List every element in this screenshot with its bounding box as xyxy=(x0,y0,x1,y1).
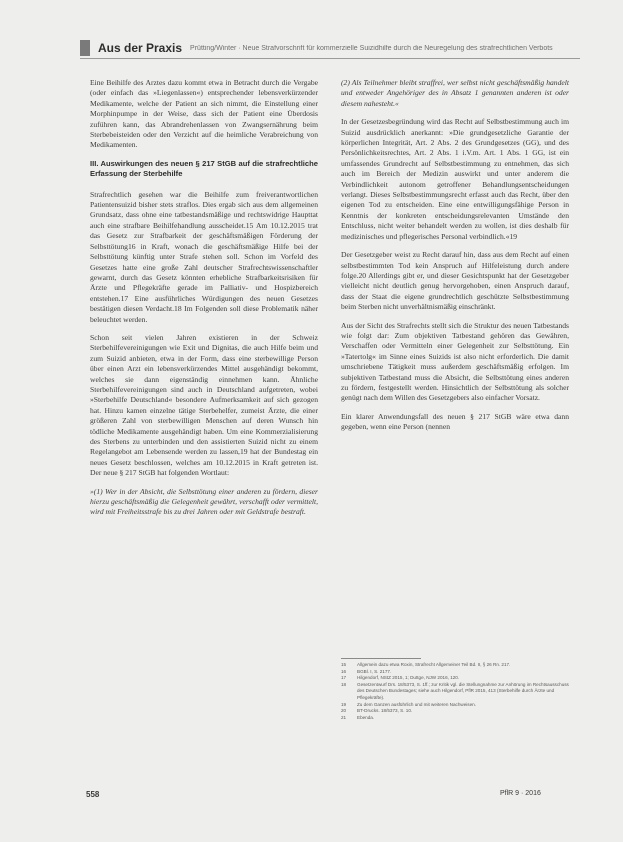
footnote: 16 BGBl. I, S. 2177. xyxy=(341,668,392,674)
intro-paragraph: Eine Beihilfe des Arztes dazu kommt etwa in Betracht durch die Vergabe (oder einfach das »Liegenlassen«) entsprechender lebensverkürzender Medikamente, welche der Patient an sich nimmt, die Einstellung einer Morphinpumpe in der Weise, dass sich der Patient eine Überdosis zuführen kann, das Abrandrehenlassen von Zwangsernährung beim Sterbebeisteiden oder den Verzicht auf die heimliche Verabreichung von Medikamenten. xyxy=(90,78,318,150)
statute-quote: »(1) Wer in der Absicht, die Selbsttötung einer anderen zu fördern, dieser hierzu geschäftsmäßig die Gelegenheit gewährt, verschafft oder vermittelt, wird mit Freiheitsstrafe bis zu drei Jahren oder mit Geldstrafe bestraft. xyxy=(90,486,318,517)
statute-quote: (2) Als Teilnehmer bleibt straffrei, wer selbst nicht geschäftsmäßig handelt und entweder Angehöriger des in Absatz 1 genannten anderen ist oder diesem nahesteht.« xyxy=(341,78,569,108)
body-paragraph: Ein klarer Anwendungsfall des neuen § 217 StGB wäre etwa dann gegeben, wenn eine Person (nennen xyxy=(341,411,569,432)
footnote: 20 BT-Drucks. 18/5373, S. 10. xyxy=(341,708,413,714)
right-column xyxy=(341,78,569,441)
footnote: 17 Hilgendorf, NStZ 2015, 1; Duttge, NJW 2016, 120. xyxy=(341,675,460,681)
footnote-divider xyxy=(341,658,421,659)
footnote: 19 Zu dem Ganzen ausführlich und mit weiteren Nachweisen. xyxy=(341,701,476,707)
footnote: 18 Gesetzentwurf Drs. 18/5373, S. 1ff.; zur Kritik vgl. die Stellungnahme zur Anhörung im Rechtsausschuss des Deutschen Bundestages; siehe auch Hilgendorf, PflR 2015, 413 (Sterbehilfe durch Ärzte und Pflegekräfte). xyxy=(341,681,569,700)
footnote: 15 Allgemein dazu etwa Roxin, Strafrecht Allgemeiner Teil Bd. II, § 26 Rn. 217. xyxy=(341,662,511,667)
body-paragraph: Aus der Sicht des Strafrechts stellt sich die Struktur des neuen Tatbestands wie folgt dar: Zum objektiven Tatbestand gehören das Gewähren, Verschaffen oder Vermitteln einer Gelegenheit zur Selbsttötung. Ein »Tatertolg« im Sinne eines Suizids ist also nicht erforderlich. Die damit umschriebene Tätigkeit muss außerdem geschäftsmäßig erfolgen. Im subjektiven Tatbestand muss die Absicht, die Selbsttötung eines anderen zu fördern, festgestellt werden. Hinsichtlich der Selbsttötung als solcher genügt nach dem Willen des Gesetzgebers also einfacher Vorsatz. xyxy=(341,320,569,403)
body-paragraph: In der Gesetzesbegründung wird das Recht auf Selbstbestimmung auch im Suizid ausdrücklich anerkannt: »Die grundgesetzliche Garantie der körperlichen Integrität, Art. 2 Abs. 2 des Grundgesetzes (GG), und des Persönlichkeitsrechtes, Art. 2 Abs. 1 i.V.m. Art. 1 Abs. 1 GG, ist ein umfassendes Grundrecht auf Selbstbestimmung zu entnehmen, das sich auch im Bereich der Medizin auswirkt und unter anderem die Verbindlichkeit autonom getroffener Behandlungsentscheidungen verlangt. Dieses Selbstbestimmungsrecht erfasst auch das Recht, über den eigenen Tod zu entscheiden. Eine eine entwilligungsfähige Person in Kenntnis der konkreten entscheidungsrelevanten Umstände den Entschluss, nicht weiter behandelt werden zu wollen, ist dies deshalb für medizinisches und pflegerisches Personal verbindlich.«19 xyxy=(341,117,569,241)
journal-issue: PflR 9 · 2016 xyxy=(500,790,541,797)
section-marker xyxy=(80,40,90,56)
running-header xyxy=(80,38,580,59)
section-title: Aus der Praxis xyxy=(98,41,183,55)
page-number: 558 xyxy=(86,790,100,799)
article-running-title: Prütting/Winter · Neue Strafvorschrift für kommerzielle Suizidhilfe durch die Neuregelung des strafrechtlichen Verbots xyxy=(190,44,553,52)
body-paragraph: Strafrechtlich gesehen war die Beihilfe zum freiverantwortlichen Patientensuizid bisher stets straflos. Dies ergab sich aus dem allgemeinen Grundsatz, dass ohne eine tatbestandsmäßige und rechtswidrige Haupttat auch eine strafbare Beihilfehandlung ausscheidet.15 Am 10.12.2015 trat das Gesetz zur Strafbarkeit der geschäftsmäßigen Förderung der Selbsttötung16 in Kraft, wonach die geschäftsmäßige Hilfe bei der Selbsttötung künftig unter Strafe stehen soll. Schon im Vorfeld des Gesetzes hatte eine große Zahl deutscher Strafrechtswissenschaftler gewarnt, durch das Gesetz könnten erhebliche Strafbarkeitsrisiken für Ärzte und Pflegekräfte gerade im Palliativ- und Hospizbereich entstehen.17 Eine ausführliches Würdigungen des neuen Gesetzes bestätigen diesen Verdacht.18 Im Folgenden soll diese Problematik näher beleuchtet werden. xyxy=(90,189,318,324)
left-column xyxy=(90,78,318,526)
body-paragraph: Der Gesetzgeber weist zu Recht darauf hin, dass aus dem Recht auf einen selbstbestimmten Tod kein Anspruch auf Hilfeleistung durch andere folge.20 Allerdings gibt er, und dieser Gesichtspunkt hat der Gesetzgeber vielleicht nicht deutlich genug hervorgehoben, einen Anspruch darauf, dass der Staat die eigene grundrechtlich geschützte Selbstbestimmung beim Sterben nicht unverhältnismäßig einschränkt. xyxy=(341,250,569,312)
footnote: 21 Ebenda. xyxy=(341,714,375,720)
section-heading: III. Auswirkungen des neuen § 217 StGB auf die strafrechtliche Erfassung der Sterbehilfe xyxy=(90,158,318,179)
body-paragraph: Schon seit vielen Jahren existieren in der Schweiz Sterbehilfevereinigungen wie Exit und Dignitas, die auch Hilfe beim und zum Suizid anbieten, etwa in der Form, dass eine sterbewillige Person über einen Arzt ein lebensverkürzendes Mittel ausgehändigt bekommt, welches sie dann eigenständig einnehmen kann. Ähnliche Sterbehilfevereinigungen sind auch in Deutschland aufgetreten, wobei »Sterbehilfe Deutschland« besondere Aufmerksamkeit auf sich gezogen hat. Hinzu kamen einzelne tätige Sterbehelfer, zumeist Ärzte, die einer größeren Zahl von sterbewilligen Menschen auf deren Wunsch hin tödliche Medikamente ausgehändigt haben. Um eine Kommerzialisierung des Sterbens zu unterbinden und den assistierten Suizid nicht zu einem Regelangebot am Lebensende werden zu lassen,19 hat der Bundestag ein neues Gesetz beschlossen, welches am 10.12.2015 in Kraft getreten ist. Der neue § 217 StGB hat folgenden Wortlaut: xyxy=(90,332,318,478)
footnotes xyxy=(341,662,569,721)
